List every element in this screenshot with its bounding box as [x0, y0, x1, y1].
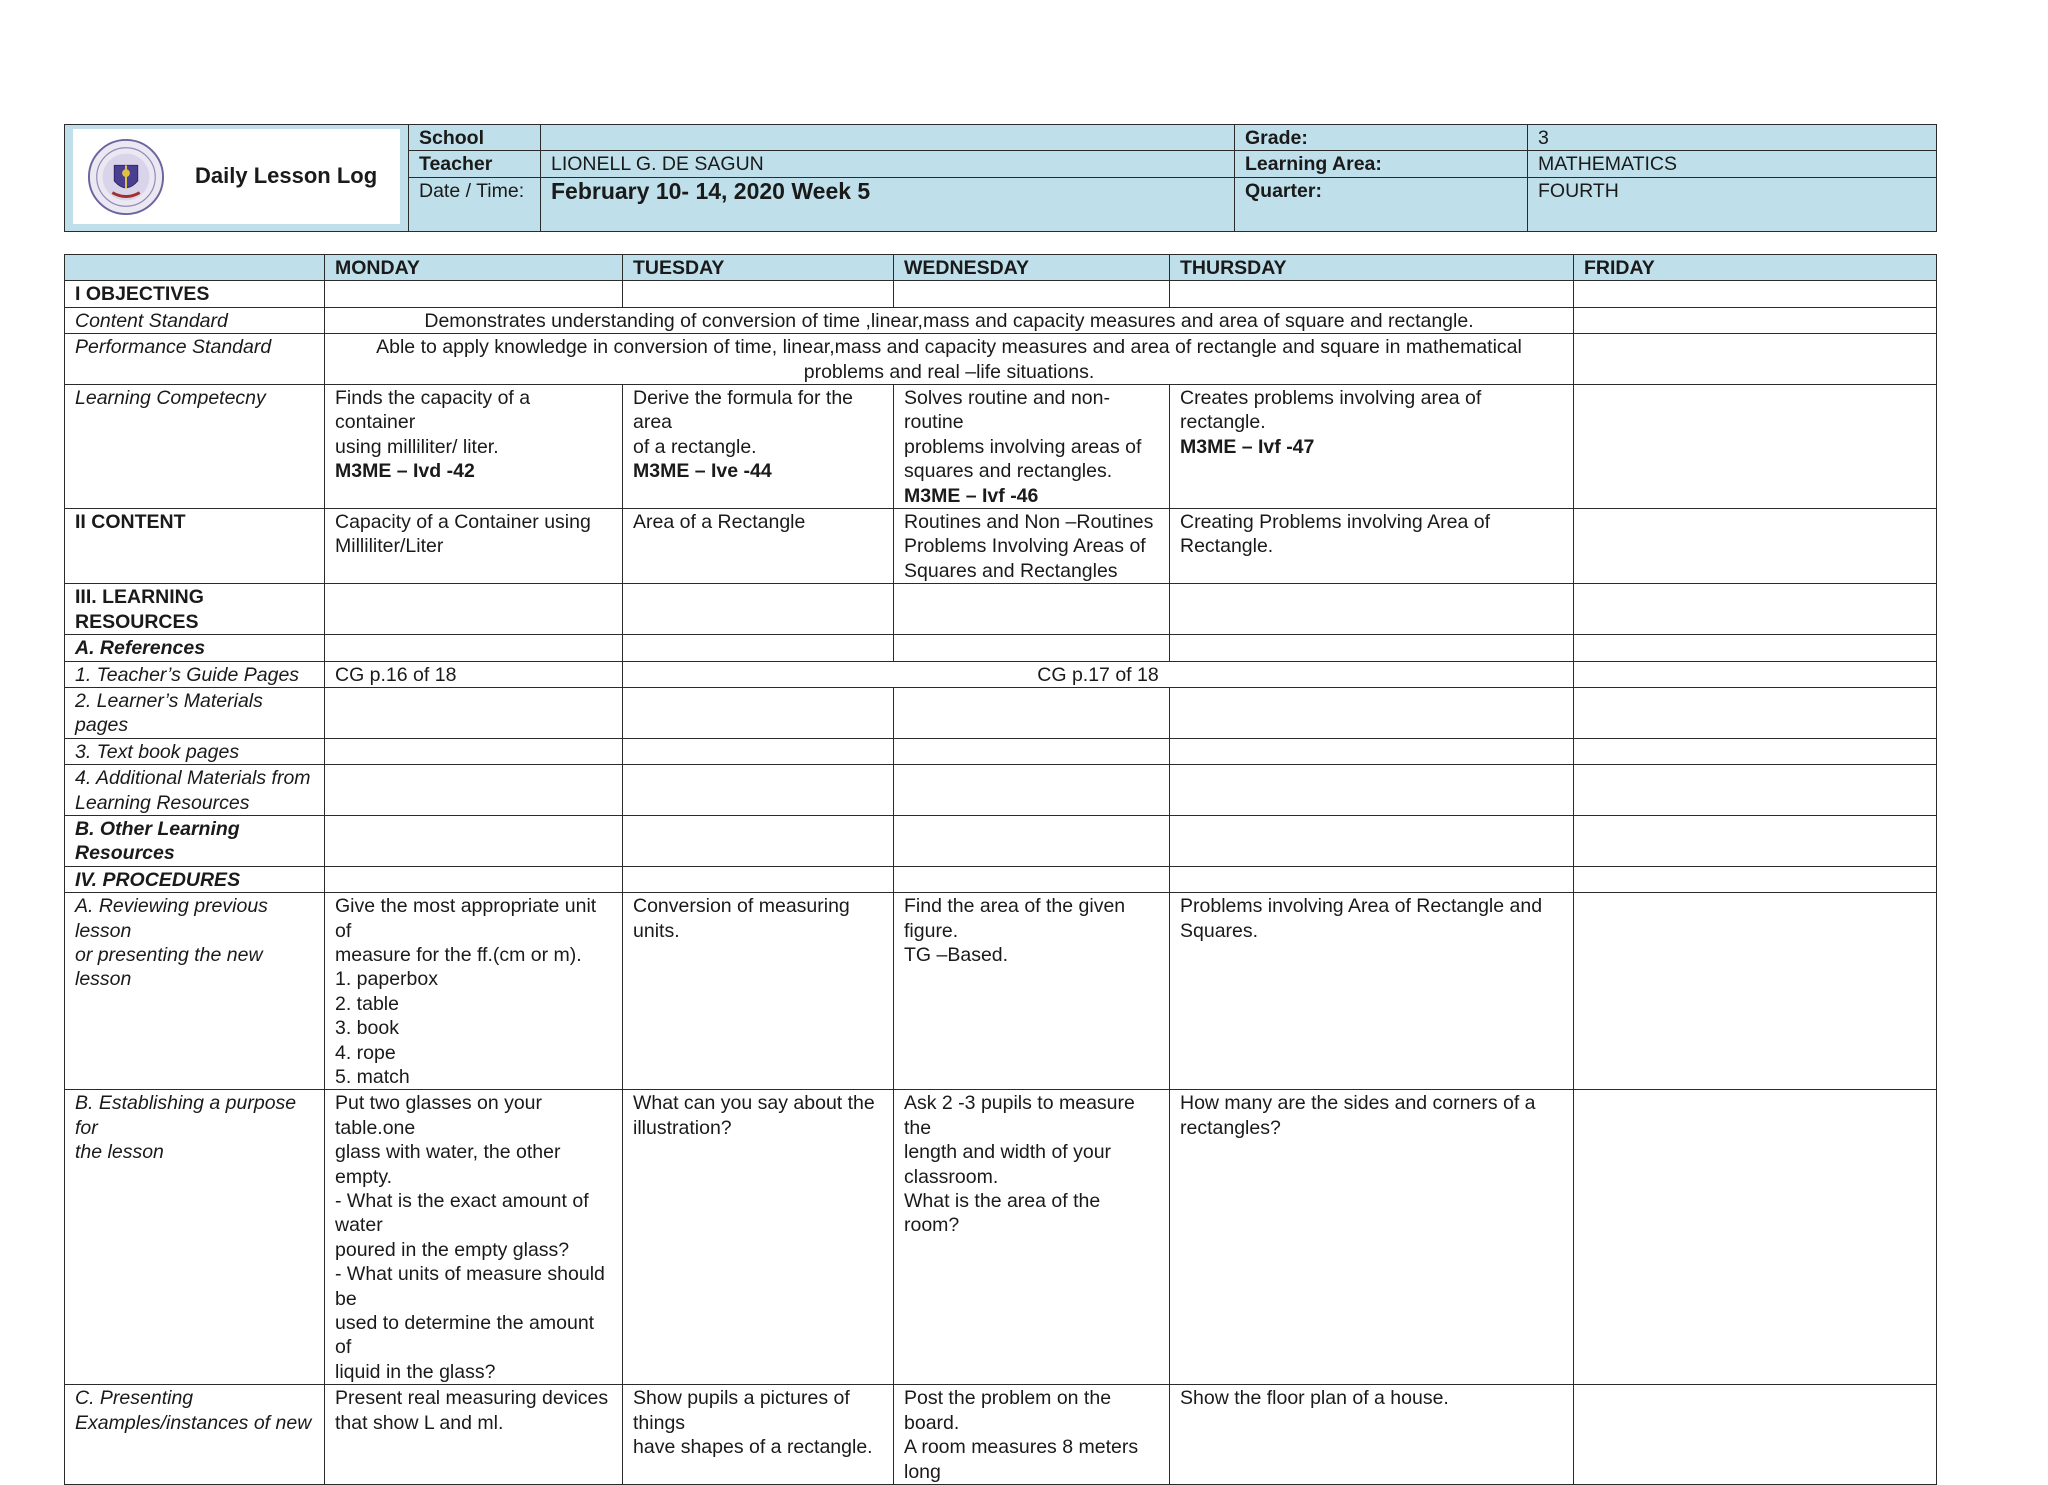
teacher-label: Teacher: [409, 151, 541, 177]
day-monday: MONDAY: [325, 255, 623, 281]
day-wednesday: WEDNESDAY: [894, 255, 1170, 281]
presenting-row: [65, 1385, 1937, 1485]
tg-pages-row: [65, 661, 1937, 687]
lm-pages-label: 2. Learner’s Materials pages: [65, 687, 325, 738]
purpose-monday: Put two glasses on your table.one glass with water, the other empty. - What is the exact amount of water poured in the empty glass? - What units of measure should be used to determine the amount of liquid in the glass?: [325, 1090, 623, 1385]
other-resources-row: [65, 815, 1937, 866]
purpose-label: B. Establishing a purpose for the lesson: [65, 1090, 325, 1385]
procedures-label: IV. PROCEDURES: [65, 866, 325, 892]
presenting-tuesday: Show pupils a pictures of things have shapes of a rectangle.: [623, 1385, 894, 1485]
objectives-label: I OBJECTIVES: [65, 281, 325, 307]
reviewing-thursday: Problems involving Area of Rectangle and Squares.: [1170, 893, 1574, 1090]
textbook-pages-row: [65, 738, 1937, 764]
learning-area-value: MATHEMATICS: [1528, 151, 1937, 177]
corner-cell: [65, 255, 325, 281]
lm-pages-row: [65, 687, 1937, 738]
content-label: II CONTENT: [65, 509, 325, 584]
other-resources-label: B. Other Learning Resources: [65, 815, 325, 866]
reviewing-row: [65, 893, 1937, 1090]
school-label: School: [409, 125, 541, 151]
competency-code: M3ME – Ivf -46: [904, 484, 1039, 507]
additional-materials-row: [65, 765, 1937, 816]
performance-standard-label: Performance Standard: [65, 334, 325, 385]
procedures-row: [65, 866, 1937, 892]
day-tuesday: TUESDAY: [623, 255, 894, 281]
content-row: [65, 509, 1937, 584]
header-table: [64, 124, 1937, 232]
competency-code: M3ME – Ivf -47: [1180, 435, 1315, 458]
quarter-label: Quarter:: [1235, 177, 1528, 231]
competency-wednesday: Solves routine and non-routine problems involving areas of squares and rectangles. M3ME – Ivf -46: [894, 385, 1170, 509]
references-label: A. References: [65, 635, 325, 661]
presenting-monday: Present real measuring devices that show L and ml.: [325, 1385, 623, 1485]
content-standard-row: [65, 307, 1937, 333]
day-friday: FRIDAY: [1574, 255, 1937, 281]
competency-tuesday: Derive the formula for the area of a rectangle. M3ME – Ive -44: [623, 385, 894, 509]
learning-area-label: Learning Area:: [1235, 151, 1528, 177]
competency-row: [65, 385, 1937, 509]
competency-code: M3ME – Ivd -42: [335, 460, 475, 483]
presenting-wednesday: Post the problem on the board. A room measures 8 meters long: [894, 1385, 1170, 1485]
presenting-thursday: Show the floor plan of a house.: [1170, 1385, 1574, 1485]
school-value: [541, 125, 1235, 151]
references-row: [65, 635, 1937, 661]
teacher-value: LIONELL G. DE SAGUN: [541, 151, 1235, 177]
content-tuesday: Area of a Rectangle: [623, 509, 894, 584]
content-monday: Capacity of a Container using Milliliter/Liter: [325, 509, 623, 584]
purpose-row: [65, 1090, 1937, 1385]
content-thursday: Creating Problems involving Area of Rectangle.: [1170, 509, 1574, 584]
presenting-label: C. Presenting Examples/instances of new: [65, 1385, 325, 1485]
grade-label: Grade:: [1235, 125, 1528, 151]
competency-monday: Finds the capacity of a container using milliliter/ liter. M3ME – Ivd -42: [325, 385, 623, 509]
competency-code: M3ME – Ive -44: [633, 460, 772, 483]
content-standard-label: Content Standard: [65, 307, 325, 333]
textbook-pages-label: 3. Text book pages: [65, 738, 325, 764]
content-standard-value: Demonstrates understanding of conversion of time ,linear,mass and capacity measures and area of square and rectangle.: [325, 307, 1574, 333]
reviewing-tuesday: Conversion of measuring units.: [623, 893, 894, 1090]
logo-cell: [65, 125, 409, 232]
purpose-wednesday: Ask 2 -3 pupils to measure the length and width of your classroom. What is the area of the room?: [894, 1090, 1170, 1385]
grade-value: 3: [1528, 125, 1937, 151]
resources-row: [65, 584, 1937, 635]
content-wednesday: Routines and Non –Routines Problems Involving Areas of Squares and Rectangles: [894, 509, 1170, 584]
reviewing-wednesday: Find the area of the given figure. TG –Based.: [894, 893, 1170, 1090]
reviewing-monday: Give the most appropriate unit of measure for the ff.(cm or m). 1. paperbox 2. table 3. book 4. rope 5. match: [325, 893, 623, 1090]
additional-materials-label: 4. Additional Materials from Learning Resources: [65, 765, 325, 816]
purpose-tuesday: What can you say about the illustration?: [623, 1090, 894, 1385]
tg-pages-rest: CG p.17 of 18: [623, 661, 1574, 687]
competency-label: Learning Competecny: [65, 385, 325, 509]
quarter-value: FOURTH: [1528, 177, 1937, 231]
reviewing-label: A. Reviewing previous lesson or presenting the new lesson: [65, 893, 325, 1090]
logo-title: Daily Lesson Log: [195, 163, 378, 189]
performance-standard-row: [65, 334, 1937, 385]
date-label: Date / Time:: [409, 177, 541, 231]
performance-standard-value: Able to apply knowledge in conversion of time, linear,mass and capacity measures and area of rectangle and square in mathematical problems and real –life situations.: [325, 334, 1574, 385]
day-header-row: [65, 255, 1937, 281]
tg-pages-label: 1. Teacher’s Guide Pages: [65, 661, 325, 687]
logo-box: [73, 129, 400, 224]
deped-seal-icon: [87, 138, 165, 216]
day-thursday: THURSDAY: [1170, 255, 1574, 281]
tg-pages-monday: CG p.16 of 18: [325, 661, 623, 687]
purpose-thursday: How many are the sides and corners of a rectangles?: [1170, 1090, 1574, 1385]
date-value: February 10- 14, 2020 Week 5: [541, 177, 1235, 231]
resources-label: III. LEARNING RESOURCES: [65, 584, 325, 635]
lesson-log-table: [64, 254, 1937, 1485]
objectives-row: [65, 281, 1937, 307]
competency-thursday: Creates problems involving area of rectangle. M3ME – Ivf -47: [1170, 385, 1574, 509]
